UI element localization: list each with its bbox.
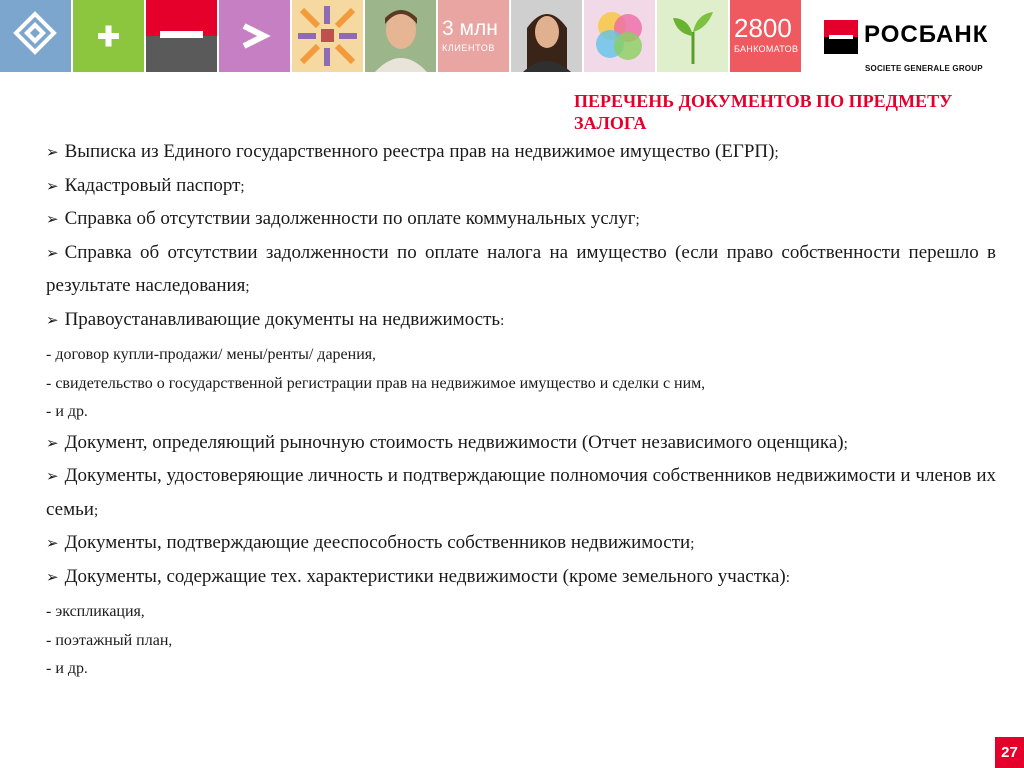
- sub-list-item: - свидетельство о государственной регистрации прав на недвижимое имущество и сделки с ним,: [46, 374, 706, 392]
- sub-list-item: - поэтажный план,: [46, 631, 173, 649]
- list-item-text: Выписка из Единого государственного реестра прав на недвижимое имущество (ЕГРП): [64, 141, 775, 162]
- page-number: 27: [995, 737, 1024, 768]
- list-item: ➢ Документ, определяющий рыночную стоимость недвижимости (Отчет независимого оценщика);: [46, 431, 848, 453]
- list-item: ➢ Документы, удостоверяющие личность и подтверждающие полномочия собственников недвижимости и членов их семьи;: [46, 465, 996, 520]
- bullet-arrow-icon: ➢: [46, 145, 59, 161]
- color-circles-tile: [584, 0, 655, 72]
- sub-list-item: - и др.: [46, 660, 88, 677]
- greater-than-icon: [219, 0, 290, 72]
- clients-label: КЛИЕНТОВ: [442, 43, 496, 53]
- page-title: ПЕРЕЧЕНЬ ДОКУМЕНТОВ ПО ПРЕДМЕТУ ЗАЛОГА: [574, 91, 953, 133]
- minus-icon: [146, 0, 217, 72]
- bullet-arrow-icon: ➢: [46, 469, 59, 485]
- sub-list-item-text: поэтажный план: [55, 631, 169, 649]
- rosbank-logo-mark: [824, 20, 858, 54]
- minus-tile: [146, 0, 217, 72]
- list-item-text: Документ, определяющий рыночную стоимость недвижимости (Отчет независимого оценщика): [64, 431, 844, 453]
- list-item-text: Документы, удостоверяющие личность и подтверждающие полномочия собственников недвижимости и членов их семьи: [46, 465, 996, 520]
- logo-subtitle: SOCIETE GENERALE GROUP: [865, 64, 983, 73]
- rosbank-logo: [822, 20, 1002, 76]
- sub-list-item-text: договор купли-продажи/ мены/ренты/ дарения: [55, 346, 373, 363]
- bullet-arrow-icon: ➢: [46, 312, 59, 329]
- young-man-photo-tile: [365, 0, 436, 72]
- sub-list-item-text: свидетельство о государственной регистрации прав на недвижимое имущество и сделки с ним: [55, 374, 702, 392]
- arrows-converge-icon: [292, 0, 363, 72]
- sub-list-item-text: экспликация: [55, 603, 141, 620]
- list-item-text: Справка об отсутствии задолженности по оплате коммунальных услуг: [64, 208, 636, 229]
- sub-list-item: - и др.: [46, 403, 88, 420]
- list-item: ➢ Справка об отсутствии задолженности по оплате коммунальных услуг;: [46, 208, 640, 229]
- sprout-icon: [657, 0, 728, 72]
- sub-list-item-text: и др: [55, 403, 85, 420]
- woman-photo-tile: [511, 0, 582, 72]
- list-item: ➢ Кадастровый паспорт;: [46, 174, 245, 196]
- atms-number: 2800: [734, 13, 792, 43]
- list-item: ➢ Выписка из Единого государственного реестра прав на недвижимое имущество (ЕГРП);: [46, 141, 779, 162]
- plus-tile: [73, 0, 144, 72]
- sub-list-item-text: и др: [55, 660, 85, 677]
- bullet-arrow-icon: ➢: [46, 245, 59, 262]
- document-list: [46, 136, 996, 684]
- list-item: ➢ Правоустанавливающие документы на недвижимость:: [46, 308, 505, 330]
- list-item-text: Документы, содержащие тех. характеристики недвижимости (кроме земельного участка): [64, 565, 786, 587]
- bullet-arrow-icon: ➢: [46, 178, 59, 195]
- plus-icon: [73, 0, 144, 72]
- young-man-photo: [365, 0, 436, 72]
- color-circles-icon: [584, 0, 655, 72]
- bullet-arrow-icon: ➢: [46, 435, 59, 452]
- list-item: ➢ Документы, подтверждающие дееспособность собственников недвижимости;: [46, 532, 695, 553]
- greater-than-tile: [219, 0, 290, 72]
- sprout-tile: [657, 0, 728, 72]
- list-item-text: Справка об отсутствии задолженности по оплате налога на имущество (если право собственности перешло в результате наследования: [46, 241, 996, 296]
- arrows-converge-tile: [292, 0, 363, 72]
- clients-tile: [438, 0, 509, 72]
- bullet-arrow-icon: ➢: [46, 536, 59, 552]
- sub-list-item: - договор купли-продажи/ мены/ренты/ дарения,: [46, 346, 376, 363]
- list-item: ➢ Документы, содержащие тех. характеристики недвижимости (кроме земельного участка):: [46, 565, 790, 587]
- bullet-arrow-icon: ➢: [46, 569, 59, 586]
- clients-number: 3 млн: [442, 17, 498, 40]
- list-item-text: Документы, подтверждающие дееспособность собственников недвижимости: [64, 532, 691, 553]
- woman-photo: [511, 0, 582, 72]
- header-banner: [0, 0, 800, 74]
- atms-tile: [730, 0, 801, 72]
- rosbank-emblem-tile: [0, 0, 71, 72]
- atms-label: БАНКОМАТОВ: [734, 44, 799, 54]
- sub-list-item: - экспликация,: [46, 603, 145, 620]
- rosbank-emblem-icon: [0, 0, 71, 72]
- logo-name: РОСБАНК: [864, 21, 989, 48]
- bullet-arrow-icon: ➢: [46, 212, 59, 228]
- list-item-text: Кадастровый паспорт: [64, 174, 241, 196]
- list-item-text: Правоустанавливающие документы на недвижимость: [64, 308, 501, 330]
- list-item: ➢ Справка об отсутствии задолженности по оплате налога на имущество (если право собственности перешло в результате наследования;: [46, 241, 996, 296]
